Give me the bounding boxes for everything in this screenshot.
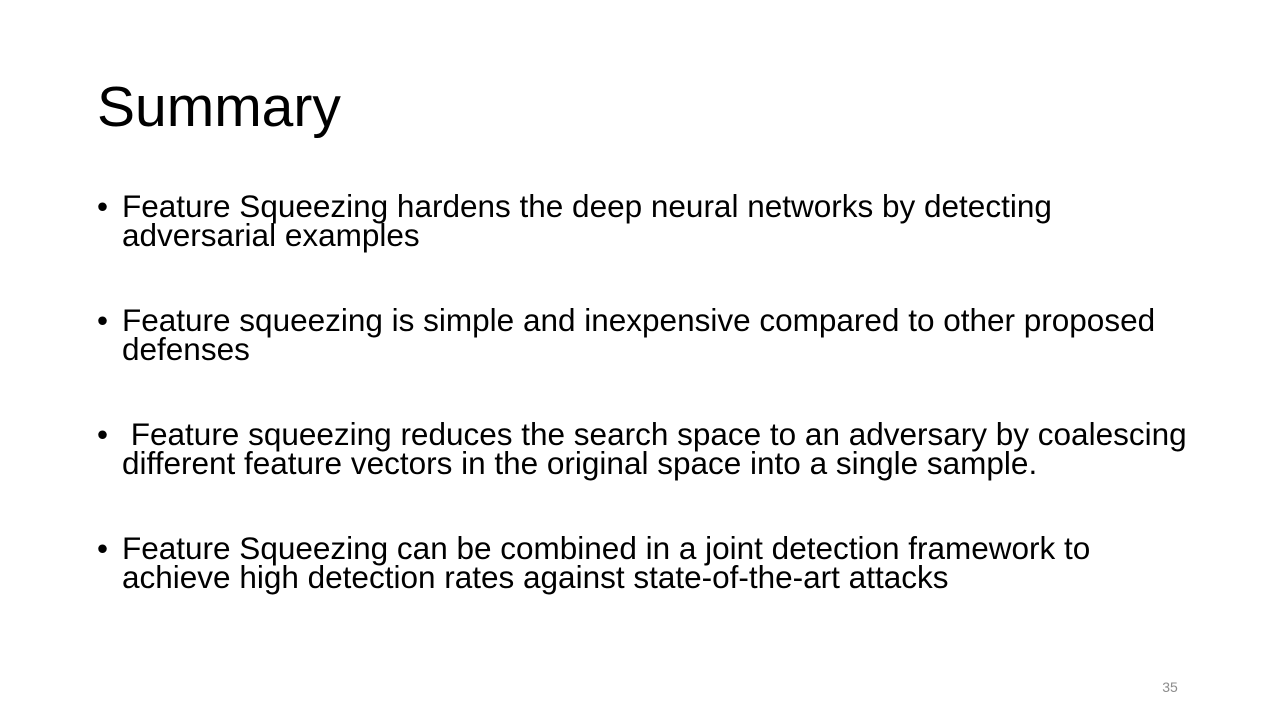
bullet-text: Feature squeezing reduces the search space to an adversary by coalescing different feature vectors in the original space into a single sample. [122, 416, 1196, 481]
bullet-list [97, 188, 1207, 648]
bullet-text: Feature squeezing is simple and inexpensive compared to other proposed defenses [122, 302, 1156, 367]
bullet-item-1 [97, 188, 1207, 253]
bullet-marker: • [97, 530, 109, 566]
bullet-item-4 [97, 530, 1207, 595]
bullet-item-2 [97, 302, 1207, 367]
bullet-marker: • [97, 302, 109, 338]
bullet-marker: • [97, 188, 109, 224]
bullet-text: Feature Squeezing can be combined in a joint detection framework to achieve high detection rates against state-of-the-art attacks [122, 530, 1091, 595]
bullet-item-3 [97, 416, 1207, 481]
slide-title: Summary [97, 75, 341, 139]
page-number: 35 [1162, 679, 1178, 695]
bullet-text: Feature Squeezing hardens the deep neural networks by detecting adversarial examples [122, 188, 1052, 253]
bullet-marker: • [97, 416, 109, 452]
